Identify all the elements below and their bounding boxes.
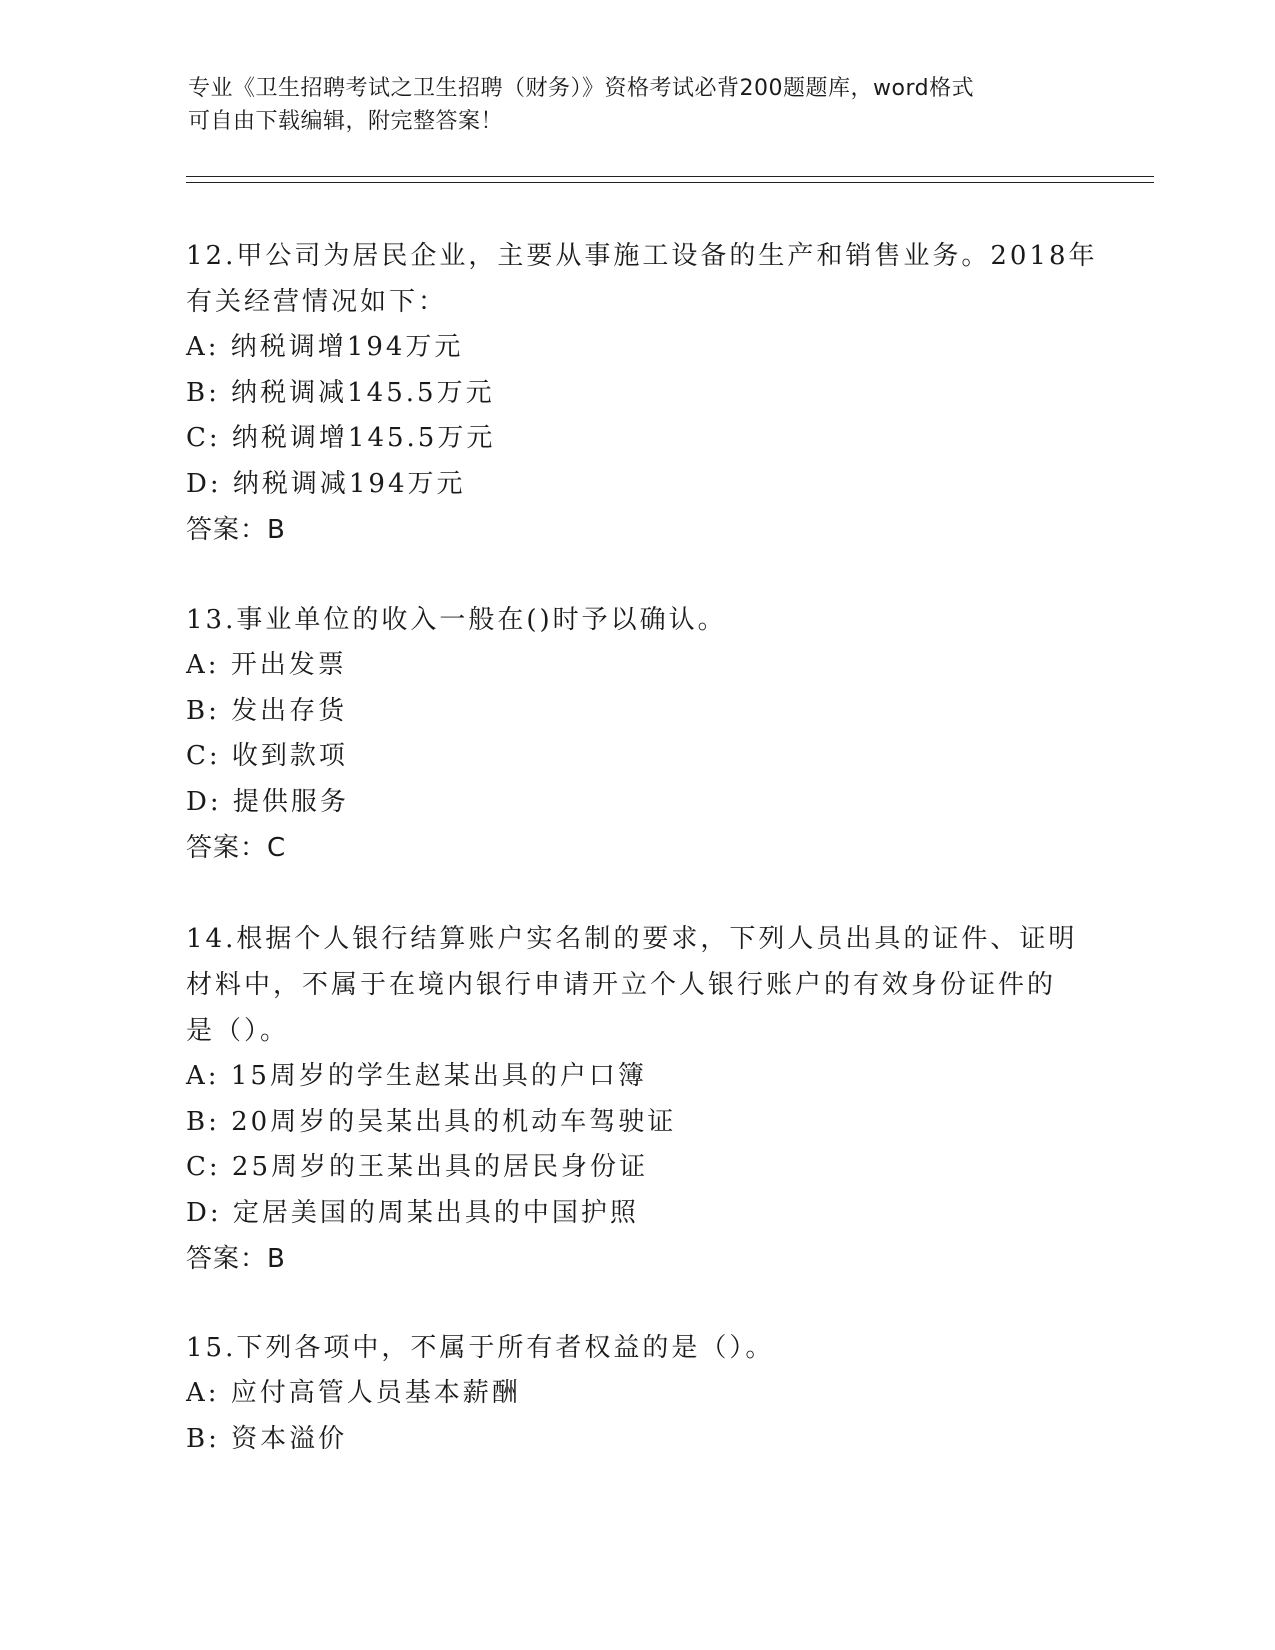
- header-divider-bottom: [186, 182, 1154, 183]
- question-stem: [186, 233, 1098, 325]
- question-stem-line: 是（）。: [186, 1016, 290, 1046]
- option-d: D: 提供服务: [186, 786, 349, 817]
- question-stem-line: 有关经营情况如下：: [186, 287, 448, 317]
- question-stem-line: 15.下列各项中，不属于所有者权益的是（）。: [186, 1333, 775, 1363]
- header-divider-top: [186, 176, 1154, 177]
- option-c: C: 25周岁的王某出具的居民身份证: [186, 1152, 649, 1182]
- question-13: [186, 597, 1086, 871]
- header-line-1: 专业《卫生招聘考试之卫生招聘（财务）》资格考试必背200题题库，word格式: [188, 76, 975, 101]
- question-stem-line: 材料中，不属于在境内银行申请开立个人银行账户的有效身份证件的: [186, 970, 1057, 1000]
- option-c: C: 收到款项: [186, 741, 348, 771]
- question-stem: [186, 1325, 1086, 1371]
- question-stem-line: 14.根据个人银行结算账户实名制的要求，下列人员出具的证件、证明: [186, 924, 1078, 954]
- option-a: A: 应付高管人员基本薪酬: [186, 1378, 521, 1408]
- question-stem: [186, 597, 1086, 643]
- option-a: A: 纳税调增194万元: [186, 332, 464, 362]
- option-a: A: 15周岁的学生赵某出具的户口簿: [186, 1061, 647, 1091]
- option-d: D: 定居美国的周某出具的中国护照: [186, 1197, 639, 1228]
- question-12: [186, 233, 1098, 553]
- question-stem-line: 12.甲公司为居民企业，主要从事施工设备的生产和销售业务。2018年: [186, 241, 1098, 271]
- option-a: A: 开出发票: [186, 650, 347, 680]
- answer-line: 答案：C: [186, 833, 287, 863]
- question-stem: [186, 916, 1086, 1054]
- option-b: B: 发出存货: [186, 695, 348, 726]
- option-b: B: 资本溢价: [186, 1423, 348, 1454]
- option-b: B: 20周岁的吴某出具的机动车驾驶证: [186, 1106, 677, 1137]
- answer-line: 答案：B: [186, 515, 286, 545]
- answer-line: 答案：B: [186, 1244, 286, 1274]
- option-b: B: 纳税调减145.5万元: [186, 377, 495, 408]
- document-header: [188, 72, 1088, 138]
- option-d: D: 纳税调减194万元: [186, 468, 466, 499]
- question-15: [186, 1325, 1086, 1462]
- header-line-2: 可自由下载编辑，附完整答案！: [188, 109, 504, 134]
- question-stem-line: 13.事业单位的收入一般在()时予以确认。: [186, 605, 727, 635]
- question-14: [186, 916, 1086, 1282]
- option-c: C: 纳税调增145.5万元: [186, 423, 496, 453]
